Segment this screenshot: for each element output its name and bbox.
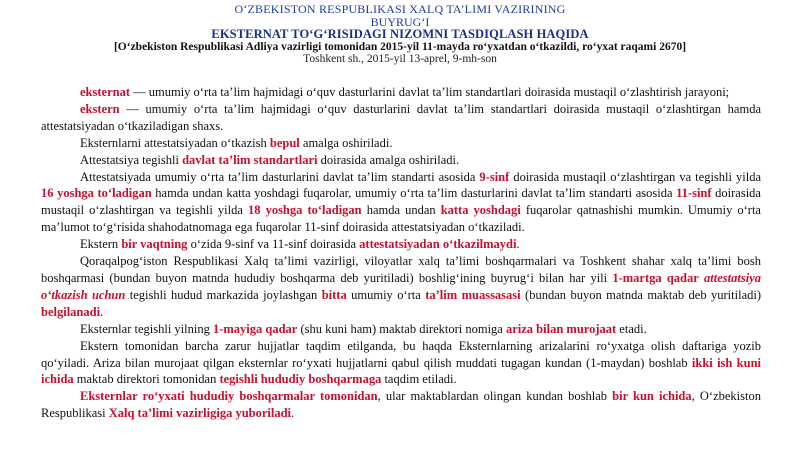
- paragraph-text: (bundan buyon matnda maktab deb yuritiladi): [520, 287, 761, 302]
- document-header: [0, 0, 800, 66]
- highlighted-term: katta yoshdagi: [440, 203, 521, 218]
- paragraph-text: Qoraqalpog‘iston Respublikasi Xalq ta’limi vazirligi, viloyatlar xalq ta’limi boshqarmalari va Toshkent shahar xalq ta’limi bosh boshqarmasi (bundan buyon matnda hududiy boshqarma deb yuritiladi) boshlig‘ining buyrug‘i bilan har yili: [41, 254, 761, 285]
- paragraph: [41, 152, 761, 169]
- highlighted-term: 9-sinf: [479, 169, 510, 184]
- paragraph: [41, 236, 761, 253]
- paragraph-text: Attestatsiya tegishli: [80, 152, 183, 167]
- paragraph: [41, 338, 761, 389]
- paragraph-text: taqdim etiladi.: [381, 372, 457, 387]
- document-body: [41, 84, 761, 422]
- highlighted-term: attestatsiyadan o‘tkazilmaydi: [359, 237, 517, 252]
- paragraph-text: umumiy o‘rta: [346, 287, 426, 302]
- paragraph-text: Attestatsiyada umumiy o‘rta ta’lim dasturlarini davlat ta’lim standarti asosida: [80, 169, 480, 184]
- paragraph-text: hamda undan katta yoshdagi fuqarolar, umumiy o‘rta ta’lim dasturlarini davlat ta’lim standarti asosida: [151, 186, 677, 201]
- paragraph: [41, 388, 761, 422]
- paragraph-text: Eksternlar tegishli yilning: [80, 321, 213, 336]
- highlighted-term: Eksternlar ro‘yxati hududiy boshqarmalar tomonidan: [80, 389, 378, 404]
- paragraph-text: amalga oshiriladi.: [299, 135, 393, 150]
- ministry-heading: O‘ZBEKISTON RESPUBLIKASI XALQ TA’LIMI VAZIRINING: [234, 2, 566, 16]
- highlighted-term: ariza bilan murojaat: [505, 321, 617, 336]
- highlighted-term: 16 yoshga to‘ladigan: [41, 186, 152, 201]
- paragraph: [41, 101, 761, 135]
- paragraph-text: Eksternlarni attestatsiyadan o‘tkazish: [80, 135, 270, 150]
- paragraph-text: o‘zida 9-sinf va 11-sinf doirasida: [187, 237, 360, 252]
- highlighted-term: Xalq ta’limi vazirligiga yuboriladi: [108, 406, 292, 421]
- paragraph: [41, 253, 761, 321]
- paragraph-text: (shu kuni ham) maktab direktori nomiga: [297, 321, 506, 336]
- paragraph-text: fuqarolar qatnashishi mumkin. Umumiy o‘rta ma’lumot to‘g‘risida shahodatnomaga ega fuqarolar 11-sinf doirasida attestatsiyadan o‘tkaziladi.: [41, 203, 761, 235]
- highlighted-term: belgilanadi: [41, 304, 101, 319]
- highlighted-term: ikki ish kuni ichida: [41, 355, 762, 387]
- paragraph: [41, 135, 761, 152]
- highlighted-term: bir kun ichida: [612, 389, 692, 404]
- registration-note: [O‘zbekiston Respublikasi Adliya vazirligi tomonidan 2015-yil 11-mayda ro‘yxatdan o‘tkazildi, ro‘yxat raqami 2670]: [113, 40, 687, 53]
- highlighted-term: bepul: [269, 135, 300, 150]
- highlighted-term: bitta: [321, 287, 347, 302]
- paragraph-text: , ular maktablardan olingan kundan boshlab: [377, 389, 613, 404]
- paragraph-text: .: [100, 304, 104, 319]
- order-heading: BUYRUG‘I: [370, 14, 430, 29]
- highlighted-term: tegishli hududiy boshqarmaga: [219, 372, 382, 387]
- highlighted-term: 1-martga qadar: [612, 270, 699, 285]
- highlighted-term: 18 yoshga to‘ladigan: [248, 203, 362, 218]
- paragraph-text: — umumiy o‘rta ta’lim hajmidagi o‘quv dasturlarini davlat ta’lim standartlari doirasida mustaqil o‘zlashtirgan hamda attestatsiyadan o‘tkaziladigan shaxs.: [41, 101, 761, 133]
- paragraph-text: doirasida mustaqil o‘zlashtirgan va tegishli yilda: [41, 186, 761, 218]
- paragraph-text: hamda undan: [361, 203, 441, 218]
- paragraph-text: etadi.: [616, 321, 647, 336]
- highlighted-term: eksternat: [80, 85, 130, 99]
- highlighted-term: ta’lim muassasasi: [425, 287, 521, 302]
- paragraph: [41, 169, 761, 237]
- paragraph-text: Ekstern tomonidan barcha zarur hujjatlar taqdim etilganda, bu haqda Eksternlarning arizalarini ro‘yxatga olish daftariga yozib qo‘yiladi. Ariza bilan murojaat qilgan eksternlar ro‘yxati hujjatlarni qabul qilish muddati tugagan kundan (1-maydan) boshlab: [41, 338, 761, 370]
- paragraph-text: doirasida amalga oshiriladi.: [317, 152, 460, 167]
- paragraph-text: .: [516, 237, 520, 252]
- paragraph-text: tegishli hudud markazida joylashgan: [125, 287, 322, 302]
- paragraph: [41, 321, 761, 338]
- paragraph-text: maktab direktori tomonidan: [73, 372, 220, 387]
- highlighted-term: davlat ta’lim standartlari: [182, 152, 318, 167]
- place-and-date: Toshkent sh., 2015-yil 13-aprel, 9-mh-son: [303, 53, 497, 65]
- paragraph-text: — umumiy o‘rta ta’lim hajmidagi o‘quv dasturlarini davlat ta’lim standartlari doirasida mustaqil o‘zlashtirish jarayoni;: [130, 85, 730, 99]
- paragraph-text: .: [291, 406, 295, 421]
- highlighted-term: attestatsiya o‘tkazish uchun: [41, 270, 761, 302]
- highlighted-term: 11-sinf: [676, 186, 712, 201]
- paragraph-text: Ekstern: [80, 237, 122, 252]
- paragraph: [41, 84, 761, 101]
- paragraph-text: doirasida mustaqil o‘zlashtirgan va tegishli yilda: [509, 169, 762, 184]
- paragraph-text: , O‘zbekiston Respublikasi: [41, 389, 761, 421]
- document-title: EKSTERNAT TO‘G‘RISIDAGI NIZOMNI TASDIQLASH HAQIDA: [211, 27, 589, 41]
- highlighted-term: 1-mayiga qadar: [212, 321, 298, 336]
- highlighted-term: ekstern: [80, 101, 120, 116]
- highlighted-term: bir vaqtning: [121, 237, 188, 252]
